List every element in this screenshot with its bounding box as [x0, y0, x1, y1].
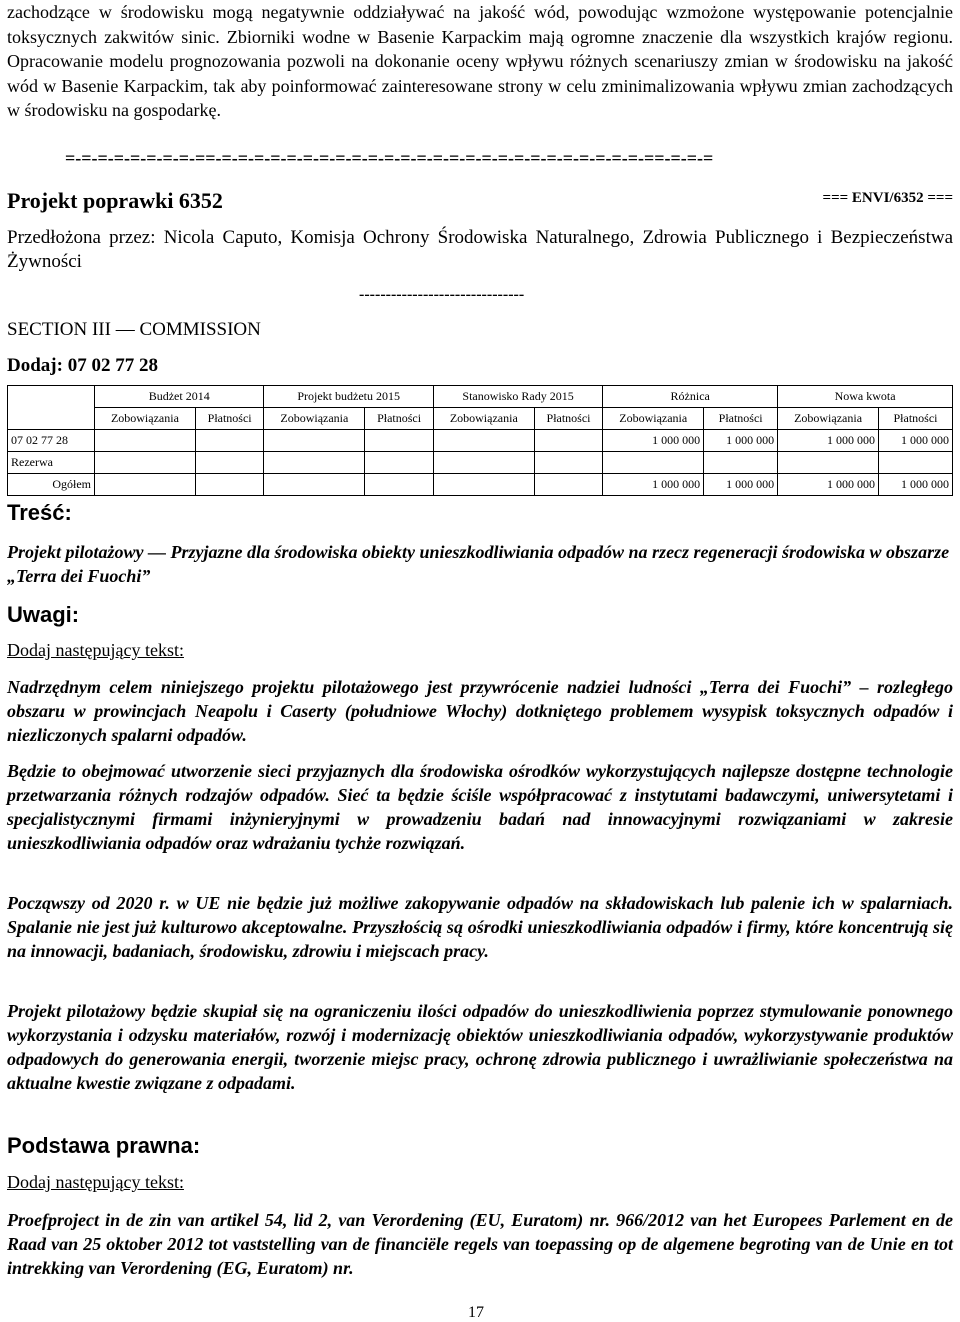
table-cell — [433, 474, 534, 496]
page-number: 17 — [468, 1304, 484, 1321]
table-cell — [95, 452, 196, 474]
table-sub-header: Zobowiązania — [433, 408, 534, 430]
table-cell — [534, 452, 603, 474]
table-cell — [603, 452, 704, 474]
legal-basis-text: Proefproject in de zin van artikel 54, lid 2, van Verordening (EU, Euratom) nr. 966/2012 van het Europees Parlement en de Raad van 25 oktober 2012 tot vaststelling van de financiële regels van toepassing op de algemene begroting van de Unie en tot intrekking van Verordening (EG, Euratom) nr. — [7, 1210, 953, 1278]
table-cell: 1 000 000 — [704, 474, 778, 496]
table-cell — [433, 452, 534, 474]
row-label: 07 02 77 28 — [8, 430, 95, 452]
table-sub-header: Płatności — [365, 408, 434, 430]
table-cell — [264, 430, 365, 452]
table-cell — [365, 430, 434, 452]
content-heading: Treść: — [7, 500, 72, 525]
table-cell — [433, 430, 534, 452]
remarks-paragraph: Projekt pilotażowy będzie skupiał się na ograniczeniu ilości odpadów do unieszkodliwienia poprzez stymulowanie ponownego wykorzystania i odzysku materiałów, rozwój i modernizację obiektów unieszkodliwiania odpadów, wykorzystywanie produktów odpadowych do generowania energii, tworzenie miejsc pracy, ochronę zdrowia publicznego i uwrażliwianie społeczeństwa na aktualne kwestie związane z odpadami. — [7, 1001, 953, 1093]
table-cell — [778, 452, 879, 474]
table-group-header: Nowa kwota — [778, 386, 953, 408]
table-cell: 1 000 000 — [778, 474, 879, 496]
separator-line: =-=-=-=-=-=-=-=-==-=-=-=-=-=-=-=-=-=-=-=-=-=-=-=-=-=-=-=-=-=-=-=-=-=-=-==-=-=-= — [65, 148, 714, 168]
table-cell — [195, 452, 264, 474]
amendment-title: Projekt poprawki 6352 — [7, 188, 223, 213]
table-cell — [195, 474, 264, 496]
table-cell: 1 000 000 — [704, 430, 778, 452]
intro-paragraph: zachodzące w środowisku mogą negatywnie oddziaływać na jakość wód, powodując wzmożone występowanie potencjalnie toksycznych zakwitów sinic. Zbiorniki wodne w Basenie Karpackim mają ogromne znaczenie dla wszystkich krajów regionu. Opracowanie modelu prognozowania pozwoli na dokonanie oceny wpływu różnych scenariuszy zmian w środowisku na jakość wód w Basenie Karpackim, tak aby poinformować zainteresowane strony w celu zminimalizowania wpływu zmian zachodzących w środowisku na gospodarkę. — [7, 2, 953, 120]
table-cell: 1 000 000 — [603, 474, 704, 496]
remarks-heading: Uwagi: — [7, 602, 80, 627]
remarks-paragraph: Począwszy od 2020 r. w UE nie będzie już możliwe zakopywanie odpadów na składowiskach lub palenie ich w spalarniach. Spalanie nie jest już kulturowo akceptowalne. Przyszłością są ośrodki unieszkodliwiania odpadów i firmy, które koncentrują się na innowacji, badaniach, środowisku, zdrowiu i miejscach pracy. — [7, 893, 953, 961]
row-label: Rezerwa — [8, 452, 95, 474]
add-text-label: Dodaj następujący tekst: — [7, 1172, 184, 1192]
table-cell — [878, 452, 952, 474]
table-sub-header: Zobowiązania — [603, 408, 704, 430]
table-cell: 1 000 000 — [878, 430, 952, 452]
table-row — [8, 430, 953, 452]
table-group-header: Projekt budżetu 2015 — [264, 386, 433, 408]
table-cell: 1 000 000 — [878, 474, 952, 496]
table-sub-header: Zobowiązania — [264, 408, 365, 430]
table-cell — [95, 430, 196, 452]
table-cell — [264, 452, 365, 474]
table-cell: 1 000 000 — [603, 430, 704, 452]
total-label: Ogółem — [8, 474, 95, 496]
add-text-label: Dodaj następujący tekst: — [7, 640, 184, 660]
table-cell — [534, 474, 603, 496]
table-group-header-row — [8, 386, 953, 408]
table-cell: 1 000 000 — [778, 430, 879, 452]
table-cell — [95, 474, 196, 496]
table-sub-header: Płatności — [704, 408, 778, 430]
table-cell — [704, 452, 778, 474]
table-cell — [195, 430, 264, 452]
table-group-header: Różnica — [603, 386, 778, 408]
table-group-header: Budżet 2014 — [95, 386, 264, 408]
table-corner-cell — [8, 386, 95, 430]
table-row — [8, 452, 953, 474]
table-cell — [534, 430, 603, 452]
table-sub-header: Płatności — [534, 408, 603, 430]
table-sub-header: Płatności — [878, 408, 952, 430]
amendment-reference: === ENVI/6352 === — [822, 190, 953, 206]
table-sub-header: Płatności — [195, 408, 264, 430]
table-cell — [365, 474, 434, 496]
table-sub-header: Zobowiązania — [95, 408, 196, 430]
legal-basis-heading: Podstawa prawna: — [7, 1133, 201, 1158]
table-sub-header-row — [8, 408, 953, 430]
project-title: Projekt pilotażowy — Przyjazne dla środowiska obiekty unieszkodliwiania odpadów na rzecz regeneracji środowiska w obszarze „Terra dei Fuochi” — [7, 542, 950, 586]
budget-table — [7, 385, 953, 496]
tabled-by: Przedłożona przez: Nicola Caputo, Komisja Ochrony Środowiska Naturalnego, Zdrowia Publicznego i Bezpieczeństwa Żywności — [7, 227, 953, 272]
table-group-header: Stanowisko Rady 2015 — [433, 386, 602, 408]
dash-divider: ------------------------------- — [359, 286, 525, 303]
section-heading: SECTION III — COMMISSION — [7, 319, 261, 340]
remarks-paragraph: Nadrzędnym celem niniejszego projektu pilotażowego jest przywrócenie nadziei ludności „Terra dei Fuochi” – rozległego obszaru w prowincjach Neapolu i Caserty (południowe Włochy) dotkniętego problemem wysypisk toksycznych odpadów i niezliczonych spalarni odpadów. — [7, 677, 953, 745]
table-total-row — [8, 474, 953, 496]
remarks-paragraph: Będzie to obejmować utworzenie sieci przyjaznych dla środowiska ośrodków wykorzystujących najlepsze dostępne technologie przetwarzania różnych rodzajów odpadów. Sieć ta będzie ściśle współpracować z instytutami badawczymi, uniwersytetami i specjalistycznymi firmami inżynieryjnymi w prowadzeniu badań nad innowacyjnymi rozwiązaniami w zakresie unieszkodliwiania odpadów oraz wdrażaniu tychże rozwiązań. — [7, 761, 953, 853]
table-sub-header: Zobowiązania — [778, 408, 879, 430]
budget-line-add: Dodaj: 07 02 77 28 — [7, 355, 158, 376]
table-cell — [264, 474, 365, 496]
table-cell — [365, 452, 434, 474]
